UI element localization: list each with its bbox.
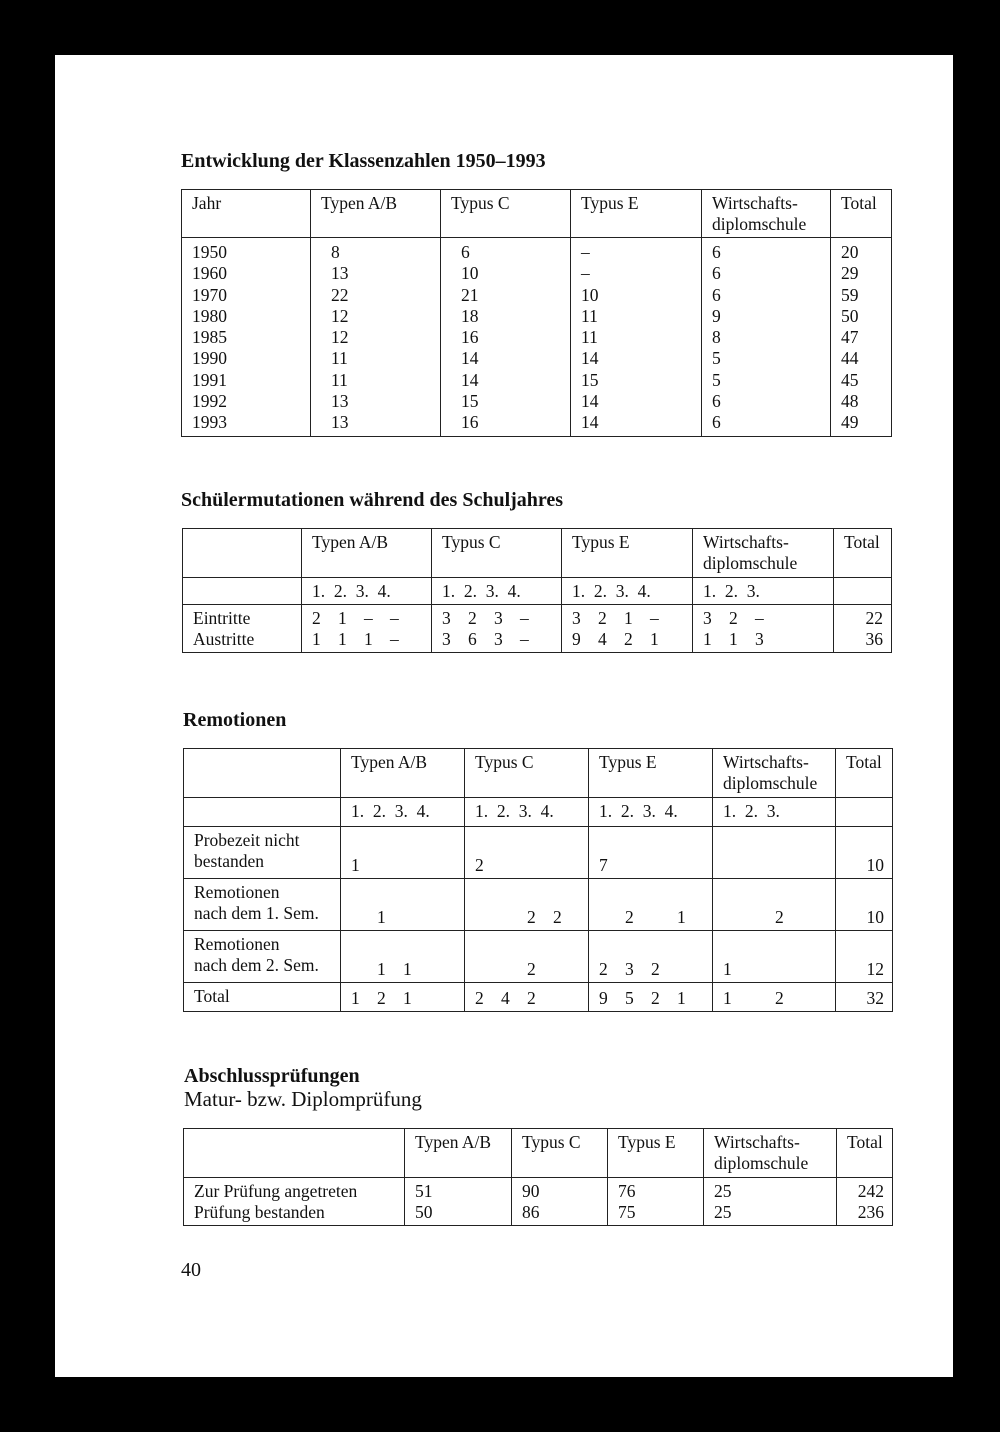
subheader-cell [834,578,892,605]
header-cell: Typen A/B [302,529,432,578]
value: 3 [494,608,503,628]
header-cell: Wirtschafts- diplomschule [693,529,834,578]
header-cell: Typus E [589,749,713,798]
value: 1 [338,608,347,628]
total-value: 10 [836,879,893,931]
value: 2 [651,959,660,979]
quarter-values-ab [341,983,465,1012]
value: – [650,608,659,628]
header-cell: Typus E [562,529,693,578]
quarter-values-ab [302,605,432,653]
value: 9 [599,988,608,1008]
data-row [182,238,892,437]
header-row [183,529,892,578]
row-labels: Eintritte Austritte [183,605,302,653]
value: 1 [723,959,732,979]
header-cell: Typen A/B [311,190,441,238]
subheader-cell: 1. 2. 3. 4. [465,798,589,827]
value: 2 [775,907,784,927]
total-values: 22 36 [834,605,892,653]
title-remotionen: Remotionen [183,709,287,731]
quarter-values-w [713,931,836,983]
data-column-cell: – – 10 11 11 14 15 14 14 [571,238,702,437]
table-klassenzahlen [181,189,892,437]
quarter-values-e [589,827,713,879]
header-cell: Total [836,749,893,798]
header-cell: Total [834,529,892,578]
subheader-cell [836,798,893,827]
value: 9 [572,629,581,649]
total-value: 32 [836,983,893,1012]
row-label: Remotionen nach dem 2. Sem. [184,931,341,983]
value: 2 [527,959,536,979]
document-page [55,55,953,1377]
value: 4 [501,988,510,1008]
quarter-values-c [432,605,562,653]
quarter-values-w [713,983,836,1012]
value: 2 [599,959,608,979]
value: 3 [442,629,451,649]
value: 1 [312,629,321,649]
subheader-cell: 1. 2. 3. 4. [589,798,713,827]
value: 3 [755,629,764,649]
value: 2 [553,907,562,927]
header-cell: Typen A/B [341,749,465,798]
data-column-cell: Zur Prüfung angetreten Prüfung bestanden [184,1178,405,1226]
value: – [364,608,373,628]
value: 1 [403,988,412,1008]
subheader-cell: 1. 2. 3. [713,798,836,827]
subheader-cell: 1. 2. 3. 4. [432,578,562,605]
data-row [184,931,893,983]
quarter-values-c [465,827,589,879]
value: 1 [377,959,386,979]
quarter-values-e [562,605,693,653]
data-column-cell: 90 86 [512,1178,608,1226]
value: 1 [377,907,386,927]
header-cell: Total [831,190,892,238]
header-row [182,190,892,238]
header-cell: Wirtschafts- diplomschule [713,749,836,798]
value: 3 [625,959,634,979]
data-column-cell: 25 25 [704,1178,837,1226]
value: 3 [442,608,451,628]
value: – [520,608,529,628]
quarter-values-w [693,605,834,653]
value: 6 [468,629,477,649]
value: 1 [351,988,360,1008]
quarter-values-c [465,931,589,983]
value: 2 [651,988,660,1008]
value: 1 [703,629,712,649]
quarter-values-e [589,983,713,1012]
subheader-cell [184,798,341,827]
quarter-values-ab [341,827,465,879]
header-cell: Total [837,1129,893,1178]
total-value: 12 [836,931,893,983]
header-cell [184,1129,405,1178]
data-column-cell: 6 10 21 18 16 14 14 15 16 [441,238,571,437]
header-cell: Wirtschafts- diplomschule [702,190,831,238]
subheader-cell [183,578,302,605]
row-label: Remotionen nach dem 1. Sem. [184,879,341,931]
title-klassenzahlen: Entwicklung der Klassenzahlen 1950–1993 [181,150,546,172]
value: 2 [775,988,784,1008]
subheader-cell: 1. 2. 3. [693,578,834,605]
header-cell: Typus E [608,1129,704,1178]
value: 4 [598,629,607,649]
subtitle-pruefungen: Matur- bzw. Diplomprüfung [184,1087,422,1111]
header-cell: Typen A/B [405,1129,512,1178]
value: 2 [527,907,536,927]
quarter-values-w [713,827,836,879]
value: 1 [650,629,659,649]
header-cell: Typus C [465,749,589,798]
value: 1 [677,907,686,927]
value: – [520,629,529,649]
data-column-cell: 1950 1960 1970 1980 1985 1990 1991 1992 1993 [182,238,311,437]
header-cell [183,529,302,578]
quarter-values-w [713,879,836,931]
quarter-values-c [465,879,589,931]
value: 3 [572,608,581,628]
value: 1 [723,988,732,1008]
value: 2 [475,988,484,1008]
row-label: Total [184,983,341,1012]
data-row [183,605,892,653]
header-row [184,1129,893,1178]
header-cell: Typus C [441,190,571,238]
subheader-row [183,578,892,605]
value: 2 [475,855,484,875]
value: 1 [729,629,738,649]
header-cell: Typus E [571,190,702,238]
value: 1 [677,988,686,1008]
data-row [184,827,893,879]
subheader-cell: 1. 2. 3. 4. [341,798,465,827]
data-column-cell: 76 75 [608,1178,704,1226]
table-mutationen [182,528,892,653]
value: 1 [403,959,412,979]
quarter-values-e [589,879,713,931]
header-cell: Typus C [432,529,562,578]
value: 2 [624,629,633,649]
value: – [390,629,399,649]
header-cell: Wirtschafts- diplomschule [704,1129,837,1178]
value: 2 [377,988,386,1008]
quarter-values-c [465,983,589,1012]
title-pruefungen: Abschlussprüfungen [184,1065,360,1087]
value: 2 [312,608,321,628]
header-cell [184,749,341,798]
data-column-cell: 20 29 59 50 47 44 45 48 49 [831,238,892,437]
value: – [755,608,764,628]
value: 2 [598,608,607,628]
quarter-values-ab [341,931,465,983]
value: 1 [364,629,373,649]
quarter-values-ab [341,879,465,931]
data-row [184,879,893,931]
subheader-row [184,798,893,827]
table-pruefungen [183,1128,893,1226]
header-cell: Typus C [512,1129,608,1178]
value: 1 [338,629,347,649]
data-column-cell: 8 13 22 12 12 11 11 13 13 [311,238,441,437]
value: 2 [729,608,738,628]
value: 1 [351,855,360,875]
value: 5 [625,988,634,1008]
value: 2 [468,608,477,628]
subheader-cell: 1. 2. 3. 4. [562,578,693,605]
value: 7 [599,855,608,875]
value: – [390,608,399,628]
title-mutationen: Schülermutationen während des Schuljahres [181,489,564,511]
table-remotionen [183,748,893,1012]
page-number: 40 [181,1259,201,1281]
value: 3 [703,608,712,628]
total-value: 10 [836,827,893,879]
quarter-values-e [589,931,713,983]
header-row [184,749,893,798]
data-column-cell: 51 50 [405,1178,512,1226]
value: 1 [624,608,633,628]
data-column-cell: 6 6 6 9 8 5 5 6 6 [702,238,831,437]
value: 2 [625,907,634,927]
value: 2 [527,988,536,1008]
data-row [184,983,893,1012]
subheader-cell: 1. 2. 3. 4. [302,578,432,605]
value: 3 [494,629,503,649]
data-row [184,1178,893,1226]
header-cell: Jahr [182,190,311,238]
row-label: Probezeit nicht bestanden [184,827,341,879]
data-column-cell: 242 236 [837,1178,893,1226]
